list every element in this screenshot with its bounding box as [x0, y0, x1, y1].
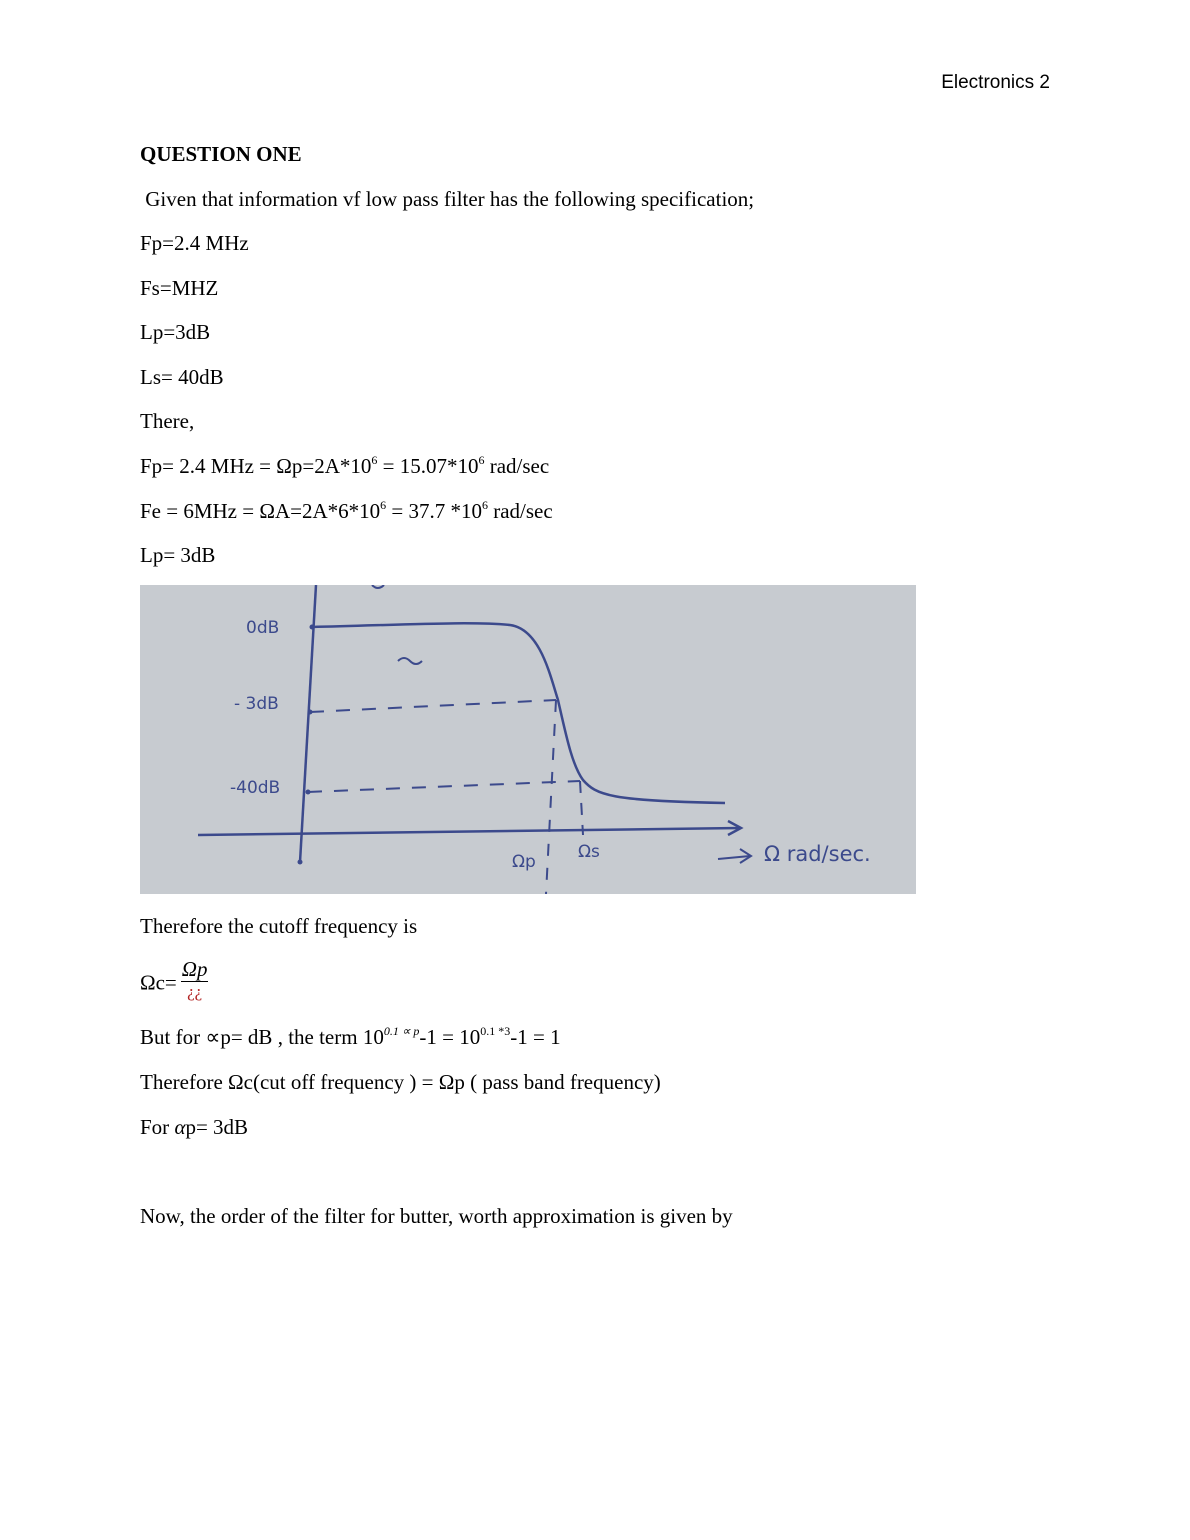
spec-fs: Fs=MHZ: [140, 276, 219, 300]
dashed-3db: [310, 700, 556, 712]
calc-fe-exp1: 6: [380, 498, 387, 512]
omega-c-formula: [140, 957, 208, 1007]
term-line: [140, 1024, 561, 1050]
question-heading: QUESTION ONE: [140, 142, 302, 166]
x-axis: [198, 828, 740, 835]
label-0db: 0dB: [246, 618, 280, 638]
label-omega-p: Ωp: [512, 852, 536, 872]
term-b: p= dB , the term: [220, 1025, 363, 1049]
alpha-symbol: ∝: [205, 1025, 221, 1049]
term-ten-1: 10: [362, 1025, 384, 1049]
calc-fe-a: Fe = 6MHz = ΩA=2A*6*10: [140, 499, 381, 523]
axis-origin-dot: [298, 860, 303, 865]
omega-c-lhs: Ωc=: [140, 970, 177, 995]
label-axis-units: Ω rad/sec.: [764, 842, 871, 866]
top-mark: [372, 585, 384, 588]
response-curve: [312, 623, 725, 803]
term-ten-2: 10: [459, 1025, 481, 1049]
spec-fp: Fp=2.4 MHz: [140, 231, 249, 255]
tilde-mark: [398, 658, 422, 664]
calc-fp-exp2: 6: [478, 453, 485, 467]
dashed-wp: [546, 700, 556, 894]
calc-fe-c: rad/sec: [487, 499, 553, 523]
label-3db: - 3dB: [234, 694, 279, 714]
spec-lp: Lp=3dB: [140, 320, 211, 344]
calc-fp-a: Fp= 2.4 MHz = Ωp=2A*10: [140, 454, 372, 478]
calc-fe-exp2: 6: [481, 498, 488, 512]
filter-response-sketch: [140, 585, 916, 894]
calc-fp-exp1: 6: [371, 453, 378, 467]
term-a: But for: [140, 1025, 206, 1049]
omega-c-denominator: ¿¿: [187, 982, 203, 1001]
for-alpha-line: [140, 1114, 248, 1140]
there-text: There,: [140, 409, 195, 433]
label-omega-s: Ωs: [578, 842, 600, 862]
term-exp-1: 0.1 ∝ p: [383, 1024, 420, 1038]
page-header: Electronics 2: [941, 72, 1050, 93]
calc-fp-c: rad/sec: [484, 454, 550, 478]
now-line: Now, the order of the filter for butter, worth approximation is given by: [140, 1204, 733, 1228]
omega-c-fraction: [181, 957, 209, 1002]
term-c: -1 =: [419, 1025, 460, 1049]
cutoff-text: Therefore the cutoff frequency is: [140, 914, 418, 938]
for-b: p= 3dB: [185, 1115, 249, 1139]
dashed-ws: [580, 781, 583, 835]
point-0db: [310, 625, 315, 630]
calc-fe-b: = 37.7 *10: [386, 499, 482, 523]
for-a: For: [140, 1115, 175, 1139]
filter-response-figure: [140, 585, 916, 894]
alpha-p-symbol: α: [174, 1115, 186, 1139]
spec-ls: Ls= 40dB: [140, 365, 224, 389]
calc-fp-line: [140, 453, 549, 479]
calc-fp-b: = 15.07*10: [377, 454, 479, 478]
label-40db: -40dB: [230, 778, 281, 798]
lp-again: Lp= 3dB: [140, 543, 216, 567]
therefore-line: Therefore Ωc(cut off frequency ) = Ωp ( pass band frequency): [140, 1070, 661, 1094]
omega-c-numerator: Ωp: [181, 957, 208, 981]
term-d: -1 = 1: [510, 1025, 561, 1049]
calc-fe-line: [140, 498, 553, 524]
term-exp-2: 0.1 *3: [480, 1024, 511, 1038]
intro-text: Given that information vf low pass filter has the following specification;: [140, 187, 755, 211]
dashed-40db: [308, 781, 580, 792]
